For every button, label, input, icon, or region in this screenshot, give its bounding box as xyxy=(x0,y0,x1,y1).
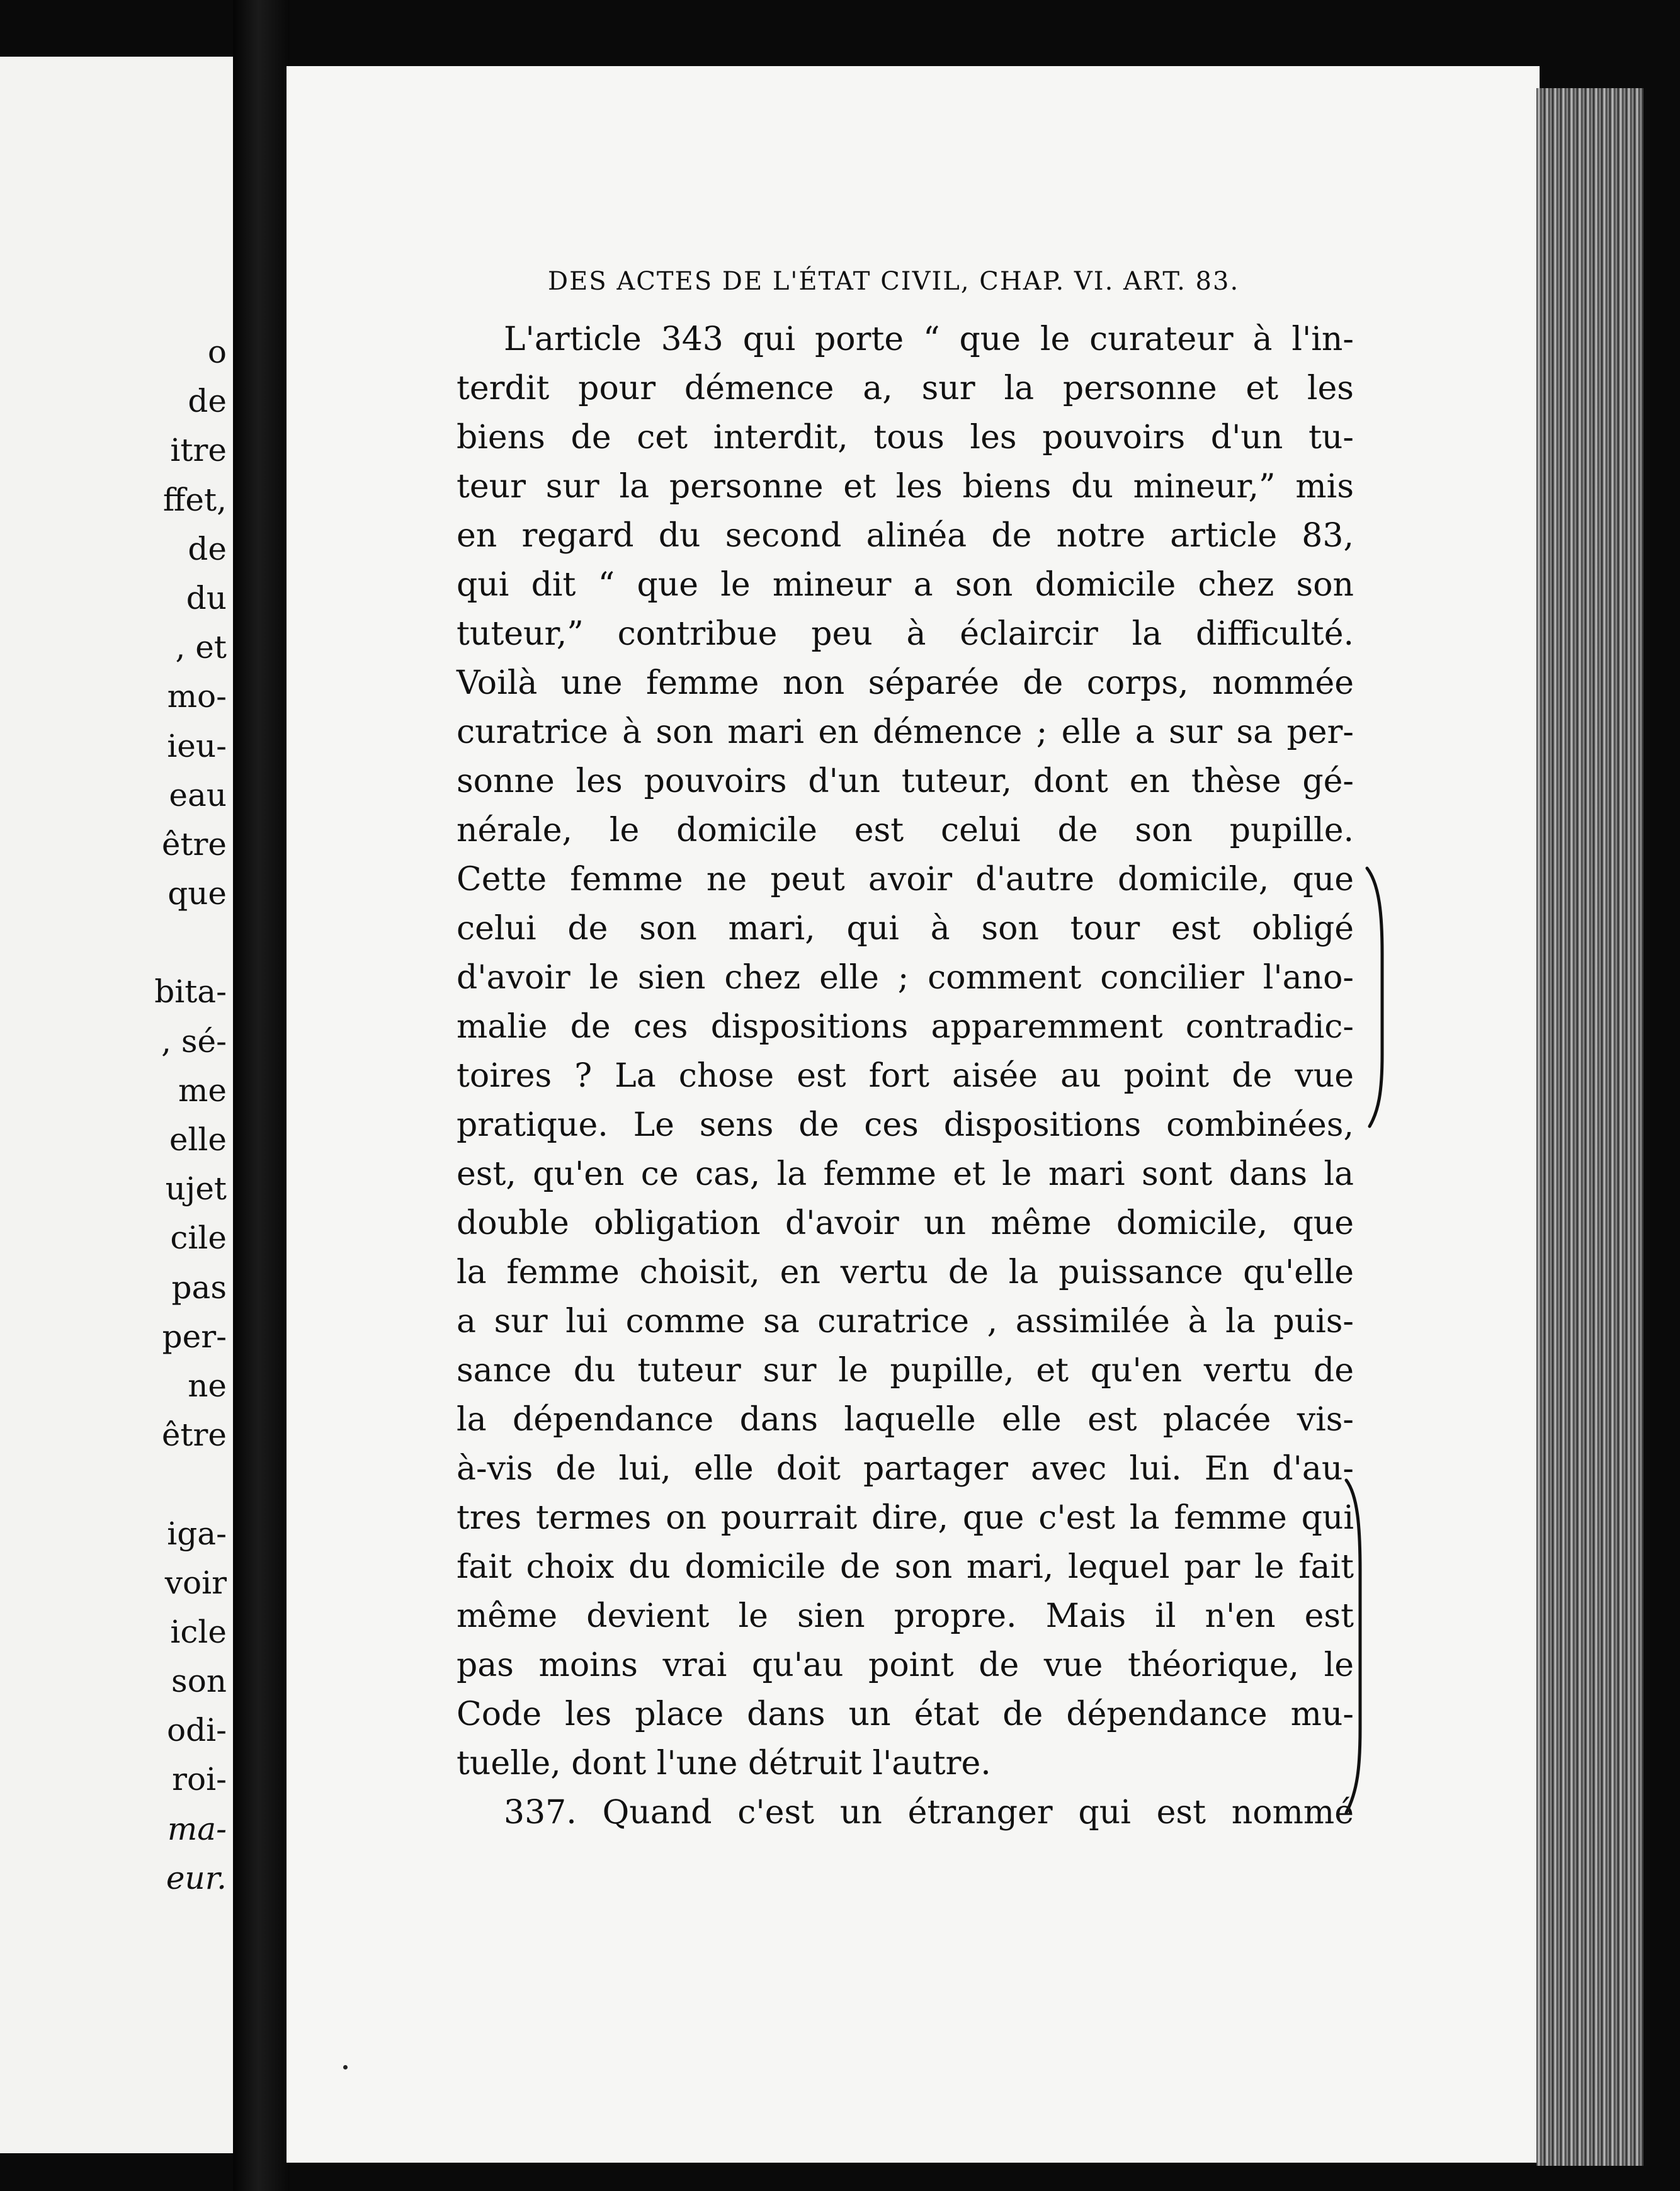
page-header xyxy=(548,258,1631,309)
fragment-line: ma- xyxy=(167,1810,227,1847)
page-body xyxy=(457,315,1354,1837)
text-line: tres termes on pourrait dire, que c'est la femme qui xyxy=(457,1499,1354,1537)
text-line: terdit pour démence a, sur la personne et les xyxy=(457,370,1354,407)
text-line: pratique. Le sens de ces dispositions combinées, xyxy=(457,1106,1354,1144)
fragment-line: odi- xyxy=(167,1712,227,1749)
text-line: celui de son mari, qui à son tour est obligé xyxy=(457,910,1354,948)
text-line: fait choix du domicile de son mari, lequel par le fait xyxy=(457,1548,1354,1586)
previous-page-text-fragments xyxy=(38,327,227,1903)
fragment-line: être xyxy=(161,1417,227,1454)
text-line: sonne les pouvoirs d'un tuteur, dont en thèse gé- xyxy=(457,762,1354,800)
fragment-line: être xyxy=(161,825,227,863)
page-fore-edge xyxy=(1536,88,1643,2166)
text-line: en regard du second alinéa de notre article 83, xyxy=(457,517,1354,555)
fragment-line: ffet, xyxy=(162,481,227,518)
book-gutter xyxy=(233,0,290,2191)
fragment-line: cile xyxy=(170,1220,227,1257)
text-line: la dépendance dans laquelle elle est placée vis- xyxy=(457,1401,1354,1439)
text-line: qui dit “ que le mineur a son domicile chez son xyxy=(457,566,1354,604)
text-line: malie de ces dispositions apparemment contradic- xyxy=(457,1008,1354,1046)
fragment-line: me xyxy=(178,1072,227,1109)
text-line: d'avoir le sien chez elle ; comment concilier l'ano- xyxy=(457,959,1354,997)
fragment-line: itre xyxy=(170,432,227,469)
fragment-line: ne xyxy=(188,1367,227,1404)
fragment-line: mo- xyxy=(167,678,227,715)
fragment-line: pas xyxy=(171,1269,227,1306)
text-line: teur sur la personne et les biens du mineur,” mis xyxy=(457,468,1354,506)
fragment-line: de xyxy=(188,383,227,420)
text-line: est, qu'en ce cas, la femme et le mari sont dans la xyxy=(457,1155,1354,1193)
fragment-line: roi- xyxy=(172,1761,227,1798)
fragment-line: du xyxy=(186,579,227,616)
handwritten-bracket-upper xyxy=(1363,866,1388,1130)
fragment-line: voir xyxy=(164,1564,227,1601)
text-line: tuteur,” contribue peu à éclaircir la difficulté. xyxy=(457,615,1354,653)
handwritten-bracket-lower xyxy=(1341,1476,1366,1816)
text-line: curatrice à son mari en démence ; elle a sur sa per- xyxy=(457,713,1354,751)
running-head: DES ACTES DE L'ÉTAT CIVIL, CHAP. VI. ART. 83. xyxy=(548,267,1240,296)
text-line: Cette femme ne peut avoir d'autre domicile, que xyxy=(457,861,1354,898)
text-line: la femme choisit, en vertu de la puissance qu'elle xyxy=(457,1254,1354,1291)
text-line: 337. Quand c'est un étranger qui est nommé xyxy=(504,1794,1354,1831)
text-line: sance du tuteur sur le pupille, et qu'en vertu de xyxy=(457,1352,1354,1390)
fragment-line: que xyxy=(167,875,227,912)
fragment-line: ieu- xyxy=(167,727,227,764)
fragment-line: de xyxy=(188,530,227,567)
fragment-line: , et xyxy=(175,629,227,666)
text-line: biens de cet interdit, tous les pouvoirs d'un tu- xyxy=(457,419,1354,456)
text-line: pas moins vrai qu'au point de vue théorique, le xyxy=(457,1646,1354,1684)
fragment-line xyxy=(38,918,227,967)
text-line: tuelle, dont l'une détruit l'autre. xyxy=(457,1745,991,1782)
fragment-line xyxy=(38,1459,227,1509)
text-line: a sur lui comme sa curatrice , assimilée à la puis- xyxy=(457,1303,1354,1340)
text-line: Voilà une femme non séparée de corps, nommée xyxy=(457,664,1354,702)
fragment-line: o xyxy=(207,334,227,370)
scan-speck xyxy=(343,2065,348,2069)
fragment-line: eau xyxy=(169,776,227,813)
fragment-line: , sé- xyxy=(161,1022,227,1060)
text-line: L'article 343 qui porte “ que le curateur à l'in- xyxy=(504,320,1354,358)
text-line: Code les place dans un état de dépendance mu- xyxy=(457,1696,1354,1733)
fragment-line: icle xyxy=(170,1613,227,1650)
previous-page-edge xyxy=(0,57,233,2153)
text-line: nérale, le domicile est celui de son pupille. xyxy=(457,812,1354,849)
fragment-line: elle xyxy=(169,1121,227,1158)
fragment-line: son xyxy=(171,1663,227,1700)
text-line: à-vis de lui, elle doit partager avec lui. En d'au- xyxy=(457,1450,1354,1488)
text-line: double obligation d'avoir un même domicile, que xyxy=(457,1204,1354,1242)
fragment-line: iga- xyxy=(167,1515,227,1552)
fragment-line: bita- xyxy=(154,973,227,1011)
text-line: même devient le sien propre. Mais il n'en est xyxy=(457,1597,1354,1635)
page-451 xyxy=(287,66,1540,2163)
fragment-line: eur. xyxy=(166,1859,227,1896)
text-line: toires ? La chose est fort aisée au point de vue xyxy=(457,1057,1354,1095)
fragment-line: ujet xyxy=(165,1170,227,1208)
fragment-line: per- xyxy=(162,1318,227,1355)
